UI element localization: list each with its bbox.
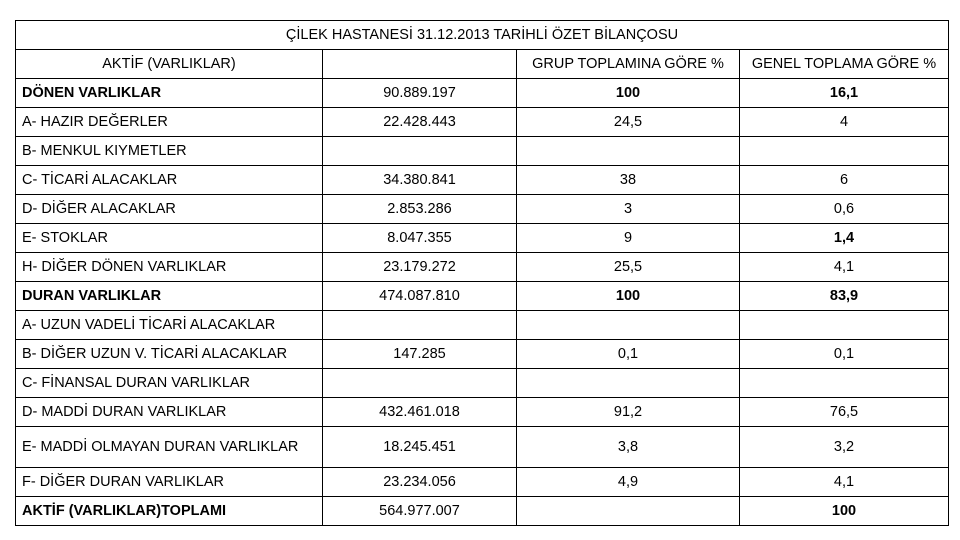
row-amount: 18.245.451 [323, 427, 517, 468]
table-row [16, 311, 949, 340]
row-group-pct: 100 [517, 282, 740, 311]
row-label: D- MADDİ DURAN VARLIKLAR [16, 398, 323, 427]
row-group-pct: 0,1 [517, 340, 740, 369]
row-total-pct: 4 [740, 108, 949, 137]
table-row [16, 369, 949, 398]
row-total-pct [740, 311, 949, 340]
table-row [16, 195, 949, 224]
table-row [16, 224, 949, 253]
header-row [16, 50, 949, 79]
table-row [16, 398, 949, 427]
row-amount: 147.285 [323, 340, 517, 369]
table-row [16, 137, 949, 166]
row-total-pct: 1,4 [740, 224, 949, 253]
row-label: C- FİNANSAL DURAN VARLIKLAR [16, 369, 323, 398]
row-amount: 2.853.286 [323, 195, 517, 224]
row-amount: 22.428.443 [323, 108, 517, 137]
row-group-pct: 91,2 [517, 398, 740, 427]
row-amount: 432.461.018 [323, 398, 517, 427]
row-group-pct: 3,8 [517, 427, 740, 468]
table-row [16, 282, 949, 311]
row-label: H- DİĞER DÖNEN VARLIKLAR [16, 253, 323, 282]
row-total-pct: 4,1 [740, 253, 949, 282]
row-total-pct: 100 [740, 497, 949, 526]
row-label: C- TİCARİ ALACAKLAR [16, 166, 323, 195]
header-amount [323, 50, 517, 79]
row-total-pct: 6 [740, 166, 949, 195]
row-label: E- MADDİ OLMAYAN DURAN VARLIKLAR [16, 427, 323, 468]
row-total-pct: 4,1 [740, 468, 949, 497]
row-label: A- UZUN VADELİ TİCARİ ALACAKLAR [16, 311, 323, 340]
table-title: ÇİLEK HASTANESİ 31.12.2013 TARİHLİ ÖZET BİLANÇOSU [16, 21, 949, 50]
row-label: D- DİĞER ALACAKLAR [16, 195, 323, 224]
row-label: A- HAZIR DEĞERLER [16, 108, 323, 137]
row-group-pct [517, 311, 740, 340]
row-group-pct: 100 [517, 79, 740, 108]
row-label: B- MENKUL KIYMETLER [16, 137, 323, 166]
row-amount: 474.087.810 [323, 282, 517, 311]
title-row [16, 21, 949, 50]
table-row [16, 108, 949, 137]
table-row [16, 166, 949, 195]
row-total-pct: 0,6 [740, 195, 949, 224]
row-group-pct: 25,5 [517, 253, 740, 282]
header-total-pct: GENEL TOPLAMA GÖRE % [740, 50, 949, 79]
table-row [16, 468, 949, 497]
row-label: DÖNEN VARLIKLAR [16, 79, 323, 108]
table-row [16, 340, 949, 369]
row-group-pct: 9 [517, 224, 740, 253]
header-group-pct: GRUP TOPLAMINA GÖRE % [517, 50, 740, 79]
table-row [16, 497, 949, 526]
row-amount [323, 369, 517, 398]
row-label: B- DİĞER UZUN V. TİCARİ ALACAKLAR [16, 340, 323, 369]
row-amount: 34.380.841 [323, 166, 517, 195]
row-group-pct: 24,5 [517, 108, 740, 137]
row-total-pct: 0,1 [740, 340, 949, 369]
row-amount [323, 137, 517, 166]
table-row [16, 427, 949, 468]
row-label: F- DİĞER DURAN VARLIKLAR [16, 468, 323, 497]
row-total-pct [740, 369, 949, 398]
row-amount: 23.179.272 [323, 253, 517, 282]
row-label: E- STOKLAR [16, 224, 323, 253]
table-row [16, 253, 949, 282]
row-total-pct: 76,5 [740, 398, 949, 427]
row-amount: 90.889.197 [323, 79, 517, 108]
row-label: AKTİF (VARLIKLAR)TOPLAMI [16, 497, 323, 526]
header-assets: AKTİF (VARLIKLAR) [16, 50, 323, 79]
row-group-pct [517, 497, 740, 526]
row-total-pct [740, 137, 949, 166]
row-group-pct: 4,9 [517, 468, 740, 497]
balance-sheet-table [15, 20, 949, 526]
table-row [16, 79, 949, 108]
row-amount: 8.047.355 [323, 224, 517, 253]
row-group-pct [517, 137, 740, 166]
row-total-pct: 83,9 [740, 282, 949, 311]
row-amount: 564.977.007 [323, 497, 517, 526]
row-group-pct [517, 369, 740, 398]
row-amount [323, 311, 517, 340]
row-amount: 23.234.056 [323, 468, 517, 497]
row-total-pct: 16,1 [740, 79, 949, 108]
row-group-pct: 3 [517, 195, 740, 224]
row-group-pct: 38 [517, 166, 740, 195]
row-label: DURAN VARLIKLAR [16, 282, 323, 311]
row-total-pct: 3,2 [740, 427, 949, 468]
